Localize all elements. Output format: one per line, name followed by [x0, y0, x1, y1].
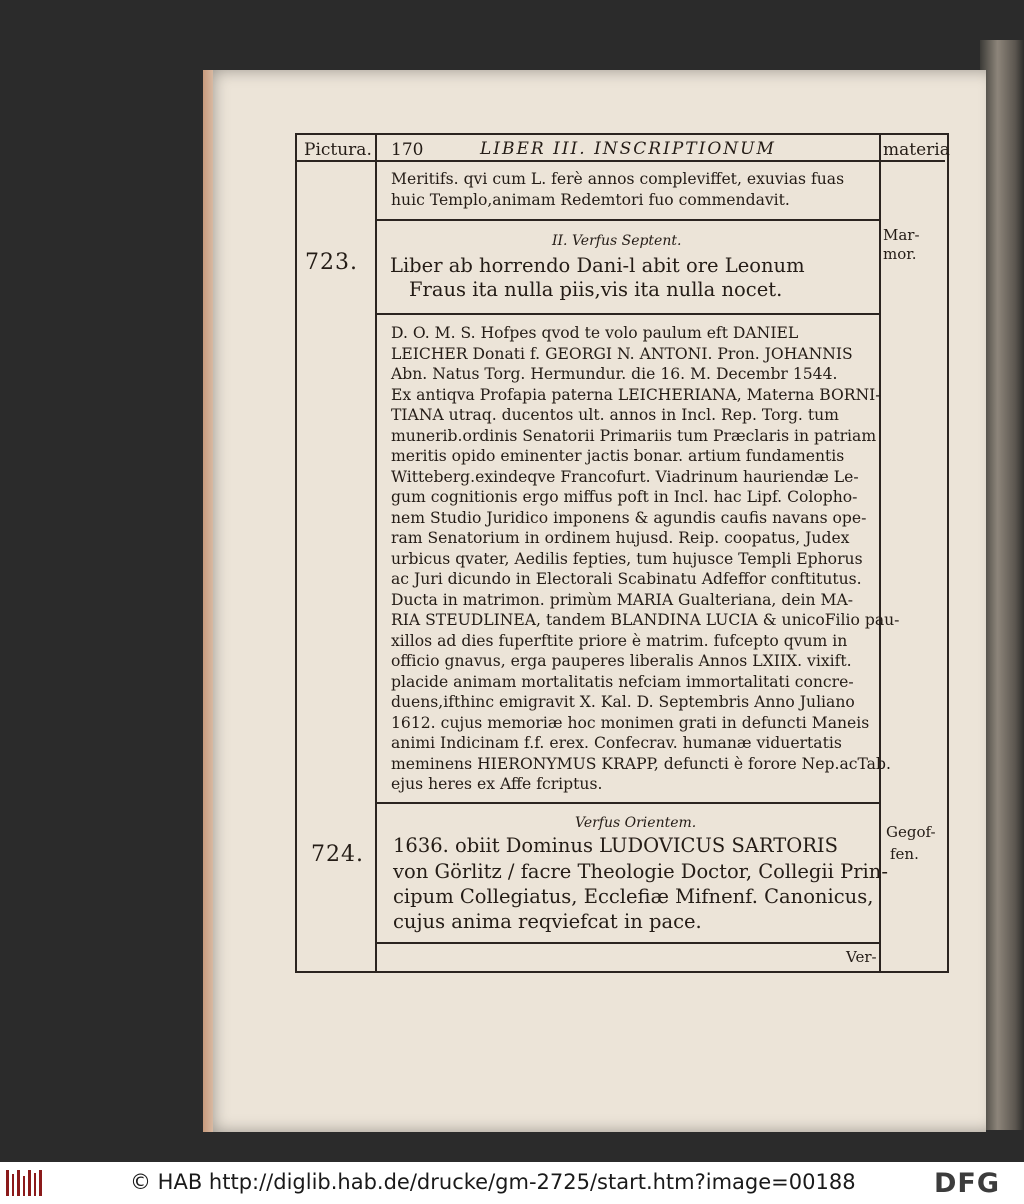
epitaph-line: duens,ifthinc emigravit X. Kal. D. Septembris Anno Juliano	[391, 693, 855, 711]
verse-line-2: Fraus ita nulla piis,vis ita nulla nocet.	[409, 278, 783, 301]
separator-rule-4	[377, 942, 879, 944]
epitaph-line: xillos ad dies fuperftite priore è matrim. fufcepto qvum in	[391, 632, 848, 650]
header-rule	[297, 160, 945, 162]
epitaph-line: officio gnavus, erga pauperes liberalis Annos LXIIX. vixift.	[391, 652, 852, 670]
header-right-label: materia	[883, 140, 950, 160]
material-724-line-1: Gegof-	[886, 823, 936, 841]
separator-rule-3	[377, 802, 879, 804]
epitaph-line: munerib.ordinis Senatorii Primariis tum Præclaris in patriam	[391, 427, 877, 445]
library-logo-icon	[4, 1168, 48, 1198]
dfg-logo: DFG	[934, 1168, 1001, 1199]
material-723-line-2: mor.	[883, 245, 917, 263]
entry-724-line-4: cujus anima reqviefcat in pace.	[393, 910, 702, 933]
page-binding-edge	[203, 70, 213, 1132]
epitaph-line: Abn. Natus Torg. Hermundur. die 16. M. Decembr 1544.	[391, 365, 838, 383]
material-723-line-1: Mar-	[883, 226, 920, 244]
epitaph-line: urbicus qvater, Aedilis fepties, tum hujusce Templi Ephorus	[391, 550, 863, 568]
epitaph-line: LEICHER Donati f. GEORGI N. ANTONI. Pron. JOHANNIS	[391, 345, 853, 363]
viewer-footer	[0, 1162, 1024, 1204]
epitaph-line: animi Indicinam f.f. erex. Confecrav. humanæ viduertatis	[391, 734, 842, 752]
epitaph-line: TIANA utraq. ducentos ult. annos in Incl. Rep. Torg. tum	[391, 406, 839, 424]
epitaph-line: Ducta in matrimon. primùm MARIA Gualteriana, dein MA-	[391, 591, 854, 609]
epitaph-line: meminens HIERONYMUS KRAPP, defuncti è forore Nep.acTab.	[391, 755, 891, 773]
entry-number-723: 723.	[305, 250, 358, 275]
entry-724-line-2: von Görlitz / facre Theologie Doctor, Collegii Prin-	[393, 860, 888, 883]
epitaph-line: ac Juri dicundo in Electorali Scabinatu Adfeffor conftitutus.	[391, 570, 862, 588]
top-line-1: Meritifs. qvi cum L. ferè annos compleviffet, exuvias fuas	[391, 170, 845, 188]
verse-line-1: Liber ab horrendo Dani-l abit ore Leonum	[390, 254, 805, 277]
entry-number-724: 724.	[311, 842, 364, 867]
entry-724-line-3: cipum Collegiatus, Ecclefiæ Mifnenf. Canonicus,	[393, 885, 874, 908]
running-title: LIBER III. INSCRIPTIONUM	[480, 139, 776, 159]
header-left-label: Pictura.	[304, 140, 372, 160]
epitaph-line: 1612. cujus memoriæ hoc monimen grati in defuncti Maneis	[391, 714, 870, 732]
epitaph-line: RIA STEUDLINEA, tandem BLANDINA LUCIA & unicoFilio pau-	[391, 611, 900, 629]
right-column-rule	[879, 135, 881, 971]
epitaph-line: gum cognitionis ergo miffus poft in Incl. hac Lipf. Colopho-	[391, 488, 858, 506]
epitaph-line: nem Studio Juridico imponens & agundis caufis navans ope-	[391, 509, 867, 527]
epitaph-line: Witteberg.exindeqve Francofurt. Viadrinum hauriendæ Le-	[391, 468, 859, 486]
catchword: Ver-	[846, 948, 877, 966]
epitaph-line: ram Senatorium in ordinem hujusd. Reip. coopatus, Judex	[391, 529, 850, 547]
left-column-rule	[375, 135, 377, 971]
page-number: 170	[391, 140, 424, 160]
copyright-link[interactable]: © HAB http://diglib.hab.de/drucke/gm-2725/start.htm?image=00188	[130, 1170, 856, 1194]
entry-724-heading: Verfus Orientem.	[575, 815, 697, 831]
top-line-2: huic Templo,animam Redemtori fuo commendavit.	[391, 191, 790, 209]
epitaph-line: placide animam mortalitatis nefciam immortalitati concre-	[391, 673, 854, 691]
material-724-line-2: fen.	[890, 845, 919, 863]
epitaph-line: ejus heres ex Affe fcriptus.	[391, 775, 603, 793]
epitaph-line: Ex antiqva Profapia paterna LEICHERIANA, Materna BORNI-	[391, 386, 881, 404]
epitaph-line: meritis opido eminenter jactis bonar. artium fundamentis	[391, 447, 845, 465]
next-page-edge	[980, 40, 1024, 1130]
epitaph-line: D. O. M. S. Hofpes qvod te volo paulum eft DANIEL	[391, 324, 799, 342]
separator-rule-2	[377, 313, 879, 315]
separator-rule-1	[377, 219, 879, 221]
entry-724-line-1: 1636. obiit Dominus LUDOVICUS SARTORIS	[393, 834, 838, 857]
entry-723-heading: II. Verfus Septent.	[552, 233, 682, 249]
